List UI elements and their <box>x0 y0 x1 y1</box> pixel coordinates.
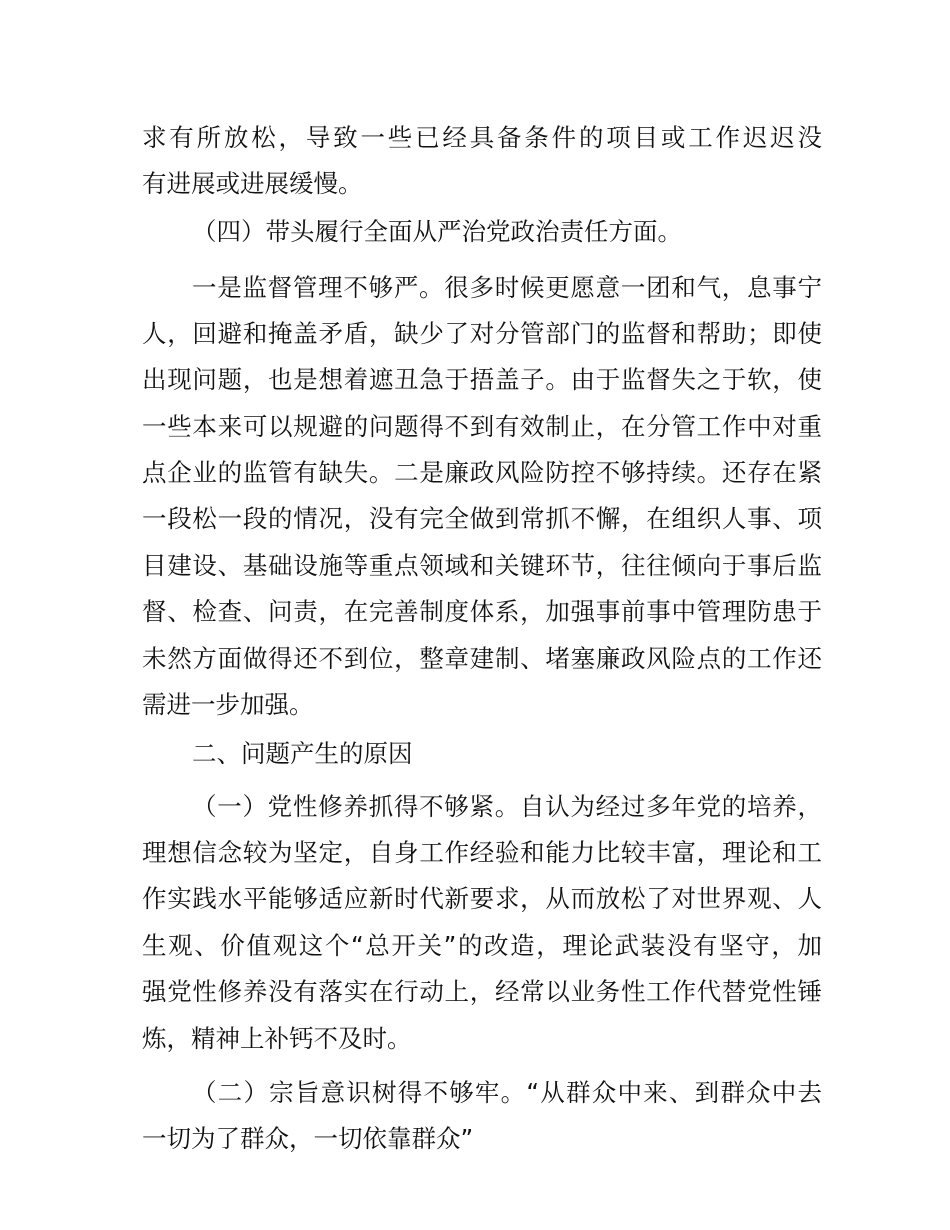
section-heading: （四）带头履行全面从严治党政治责任方面。 <box>192 217 682 246</box>
text-line: 有进展或进展缓慢。 <box>142 169 363 198</box>
text-line: 一切为了群众，一切依靠群众” <box>142 1124 474 1153</box>
section-heading: 二、问题产生的原因 <box>192 739 413 768</box>
text-line: 人，回避和掩盖矛盾，缺少了对分管部门的监督和帮助；即使 <box>142 319 822 348</box>
text-line: 一些本来可以规避的问题得不到有效制止，在分管工作中对重 <box>142 412 822 441</box>
text-line: 强党性修养没有落实在行动上，经常以业务性工作代替党性锤 <box>142 977 822 1006</box>
text-line: 目建设、基础设施等重点领域和关键环节，往往倾向于事后监 <box>142 551 822 580</box>
text-line: （二）宗旨意识树得不够牢。“从群众中来、到群众中去 <box>192 1078 822 1107</box>
text-line: （一）党性修养抓得不够紧。自认为经过多年党的培养， <box>192 792 822 821</box>
text-line: 求有所放松，导致一些已经具备条件的项目或工作迟迟没 <box>142 123 822 152</box>
text-line: 生观、价值观这个“总开关”的改造，理论武装没有坚守，加 <box>142 931 822 960</box>
text-line: 一段松一段的情况，没有完全做到常抓不懈，在组织人事、项 <box>142 504 822 533</box>
text-line: 一是监督管理不够严。很多时候更愿意一团和气，息事宁 <box>192 273 822 302</box>
text-line: 作实践水平能够适应新时代新要求，从而放松了对世界观、人 <box>142 884 822 913</box>
text-line: 点企业的监管有缺失。二是廉政风险防控不够持续。还存在紧 <box>142 458 822 487</box>
text-line: 炼，精神上补钙不及时。 <box>142 1024 412 1053</box>
text-line: 督、检查、问责，在完善制度体系，加强事前事中管理防患于 <box>142 597 822 626</box>
text-line: 出现问题，也是想着遮丑急于捂盖子。由于监督失之于软，使 <box>142 365 822 394</box>
text-line: 需进一步加强。 <box>142 690 314 719</box>
text-line: 理想信念较为坚定，自身工作经验和能力比较丰富，理论和工 <box>142 838 822 867</box>
text-line: 未然方面做得还不到位，整章建制、堵塞廉政风险点的工作还 <box>142 644 822 673</box>
